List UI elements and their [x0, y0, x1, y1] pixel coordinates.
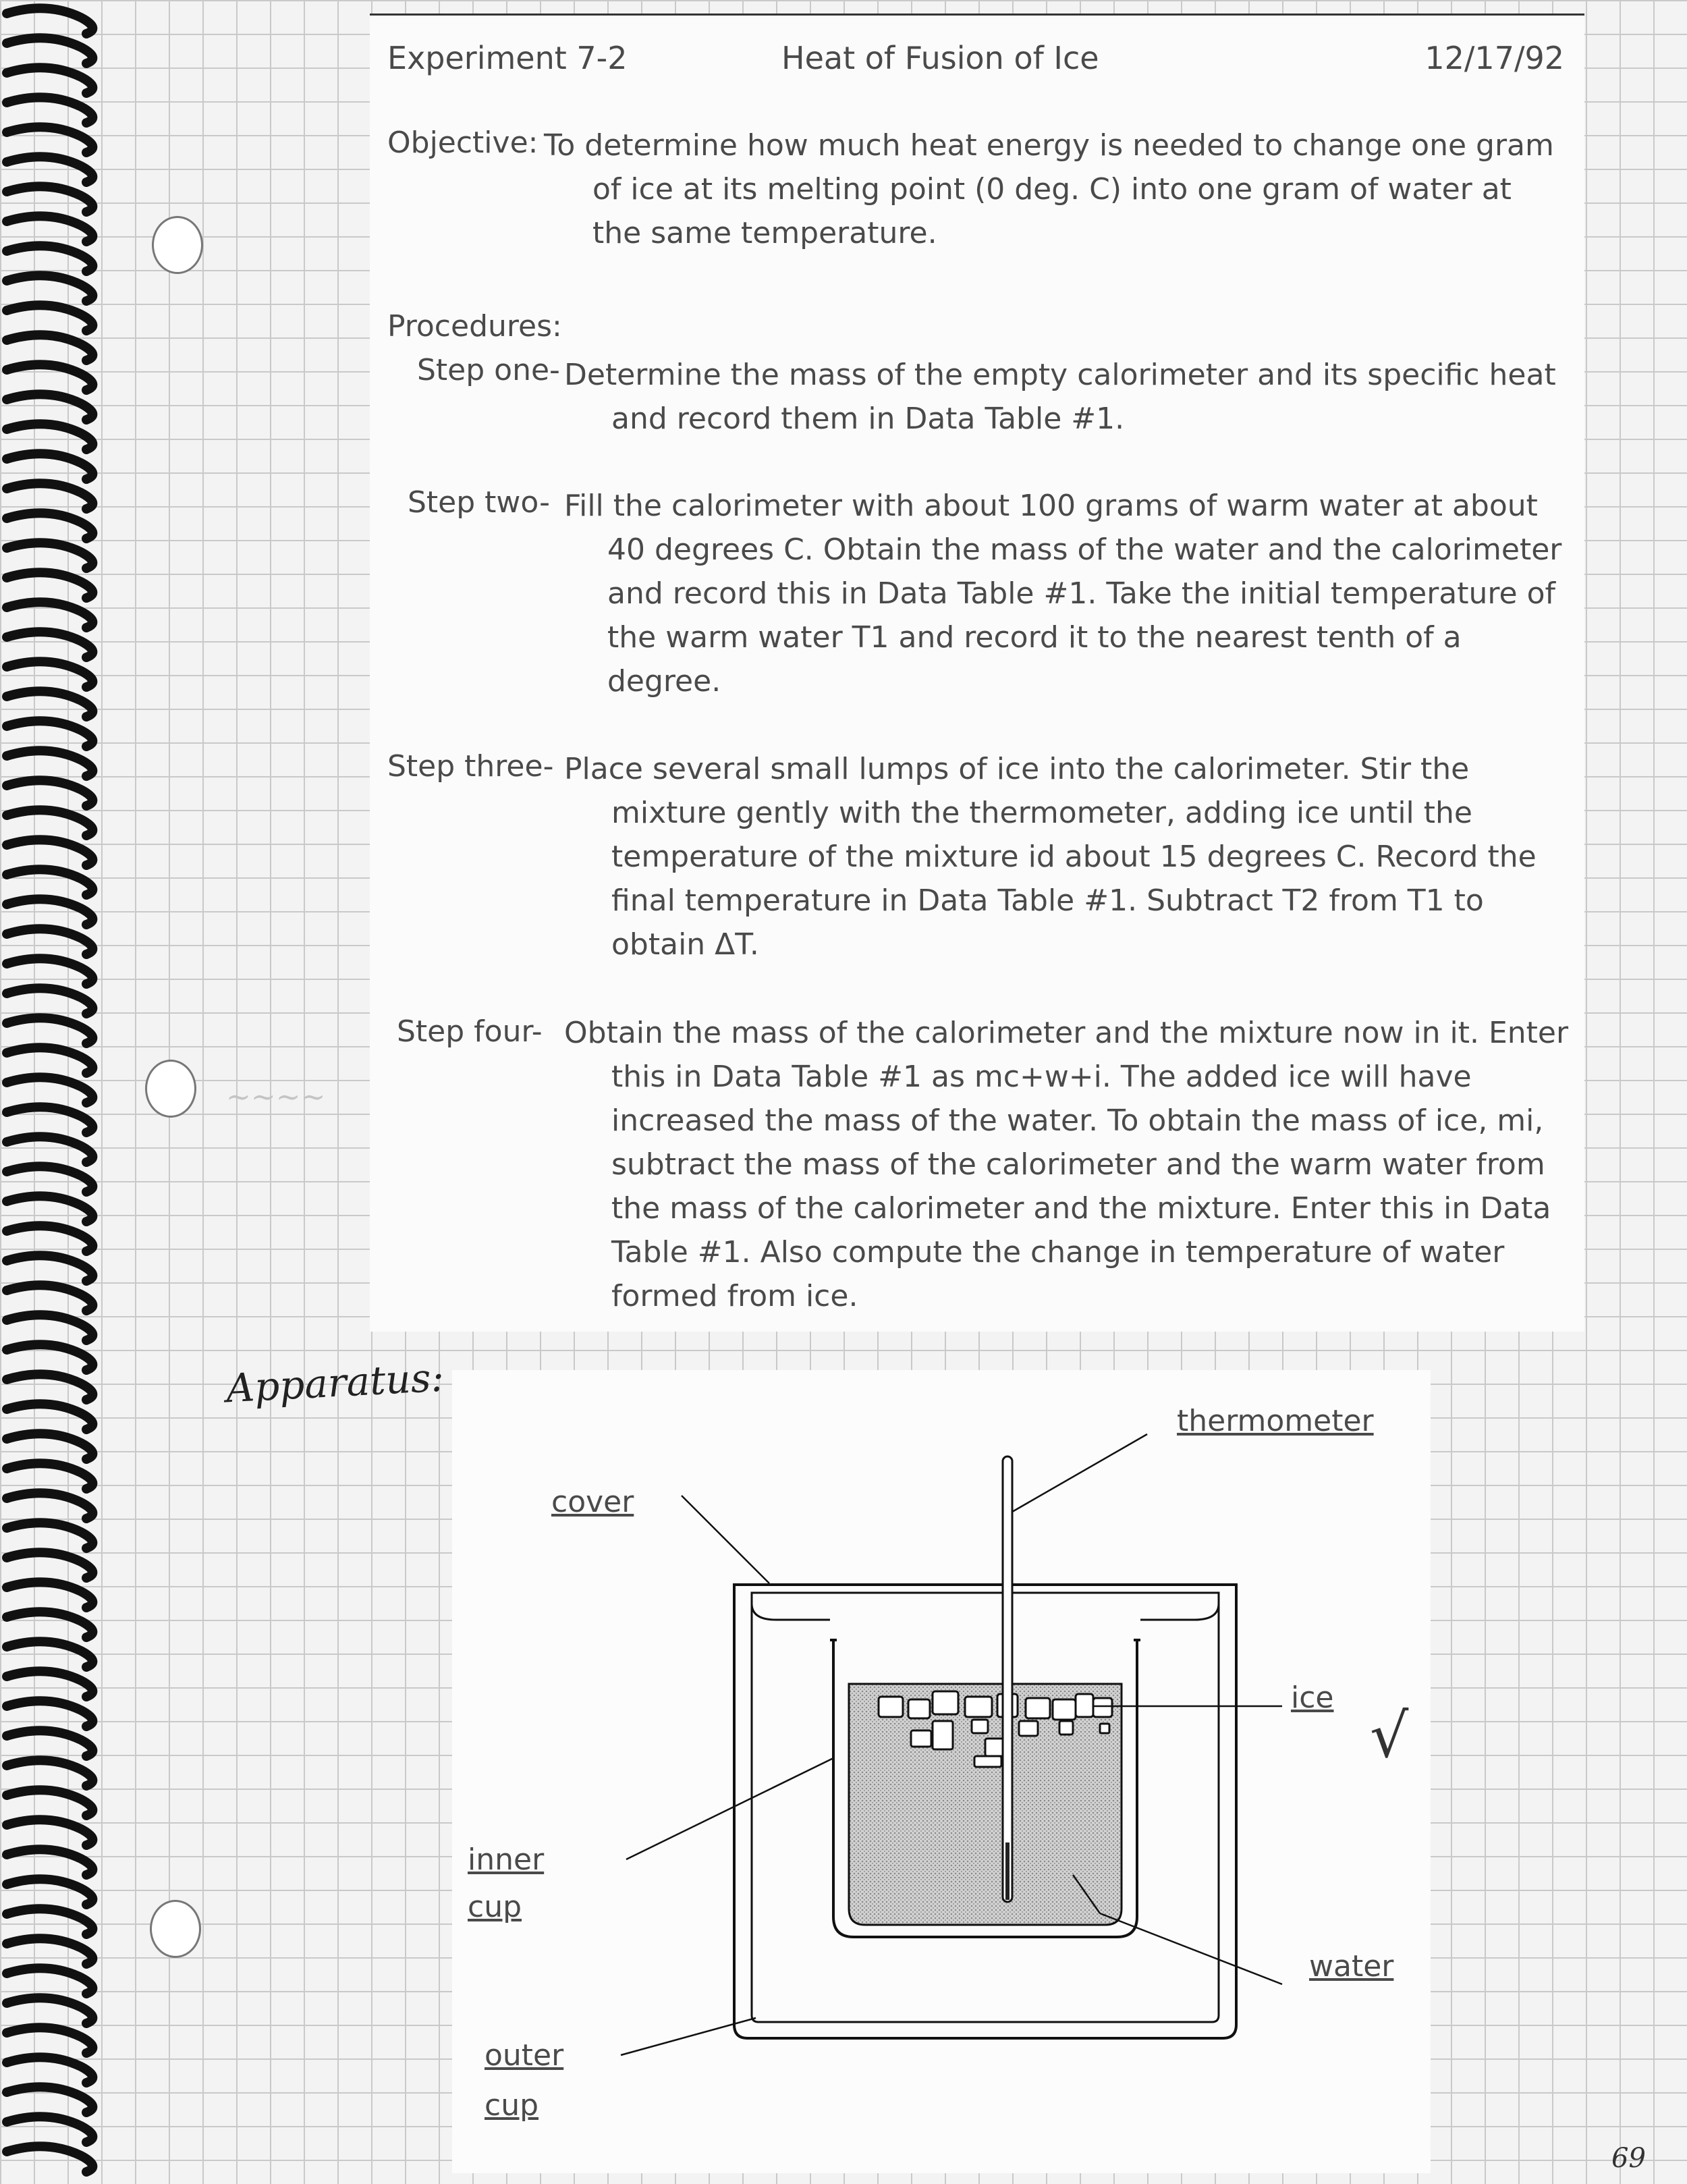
spiral-coil	[7, 1047, 92, 1073]
spiral-coil	[7, 1641, 92, 1667]
spiral-coil	[7, 958, 92, 984]
spiral-coil	[7, 127, 92, 153]
spiral-coil	[7, 1820, 92, 1845]
spiral-coil	[7, 1315, 92, 1340]
spiral-coils	[0, 0, 135, 2181]
experiment-number: Experiment 7-2	[387, 40, 628, 76]
spiral-coil	[7, 364, 92, 390]
spiral-coil	[7, 1671, 92, 1697]
check-mark: √	[1370, 1701, 1409, 1772]
outer-cup-label-line2: cup	[485, 2088, 539, 2123]
step-three-text: Place several small lumps of ice into the calorimeter. Stir the mixture gently with the thermometer, adding ice until the temperature of the mixture id about 15 degrees C. Record the final temperature in Data Table #1. Subtract T2 from T1 to obtain ΔT.	[564, 752, 1537, 962]
spiral-coil	[7, 810, 92, 836]
spiral-coil	[7, 216, 92, 242]
spiral-coil	[7, 1968, 92, 1994]
spiral-coil	[7, 899, 92, 925]
objective-text: To determine how much heat energy is needed to change one gram of ice at its melting point (0 deg. C) into one gram of water at the same temperature.	[544, 128, 1554, 250]
spiral-coil	[7, 157, 92, 182]
bleed-through-marks: ~~~~	[226, 1080, 326, 1114]
spiral-coil	[7, 1344, 92, 1370]
spiral-coil	[7, 2117, 92, 2142]
spiral-coil	[7, 1226, 92, 1251]
spiral-coil	[7, 305, 92, 331]
step-two-text: Fill the calorimeter with about 100 grams of warm water at about 40 degrees C. Obtain the mass of the water and the calorimeter and record this in Data Table #1. Take the initial temperature of the warm water T1 and record it to the nearest tenth of a degree.	[564, 489, 1562, 699]
spiral-coil	[7, 661, 92, 687]
spiral-coil	[7, 840, 92, 865]
spiral-coil	[7, 1493, 92, 1519]
spiral-coil	[7, 1166, 92, 1192]
spiral-coil	[7, 1463, 92, 1489]
spiral-coil	[7, 8, 92, 34]
spiral-coil	[7, 929, 92, 954]
spiral-coil	[7, 1730, 92, 1756]
spiral-coil	[7, 2057, 92, 2083]
spiral-coil	[7, 1077, 92, 1103]
spiral-coil	[7, 1909, 92, 1934]
spiral-coil	[7, 483, 92, 509]
cover-label: cover	[551, 1485, 634, 1519]
inner-cup-label-line1: inner	[468, 1842, 545, 1877]
step-four-label: Step four-	[397, 1014, 543, 1049]
thermometer-bulb	[1005, 1842, 1010, 1900]
step-four-text: Obtain the mass of the calorimeter and the mixture now in it. Enter this in Data Table #1 as mc+w+i. The added ice will have increased the mass of the water. To obtain the mass of ice, mi, subtract the mass of the calorimeter and the warm water from the mass of the calorimeter and the mixture. Enter this in Data Table #1. Also compute the change in temperature of water formed from ice.	[564, 1016, 1569, 1313]
water-label: water	[1309, 1949, 1394, 1984]
step-one-label: Step one-	[417, 353, 560, 387]
spiral-coil	[7, 424, 92, 449]
spiral-coil	[7, 1374, 92, 1400]
spiral-coil	[7, 602, 92, 628]
spiral-coil	[7, 1107, 92, 1132]
spiral-coil	[7, 632, 92, 657]
binder-hole	[152, 216, 203, 274]
spiral-coil	[7, 780, 92, 806]
cover-right-flange	[1140, 1604, 1219, 1620]
spiral-coil	[7, 572, 92, 598]
spiral-coil	[7, 97, 92, 123]
cover	[734, 1585, 1236, 1604]
spiral-coil	[7, 394, 92, 420]
experiment-date: 12/17/92	[1425, 40, 1564, 76]
spiral-coil	[7, 2146, 92, 2172]
objective-label: Objective:	[387, 126, 538, 160]
step-one-text: Determine the mass of the empty calorimeter and its specific heat and record them in Data Table #1.	[564, 358, 1556, 436]
ice-label: ice	[1291, 1681, 1334, 1715]
step-three-label: Step three-	[387, 749, 554, 784]
apparatus-heading: Apparatus:	[225, 1354, 445, 1412]
cover-lip	[752, 1593, 1219, 1604]
spiral-coil	[7, 1701, 92, 1726]
spiral-coil	[7, 38, 92, 63]
thermometer-label: thermometer	[1177, 1404, 1374, 1438]
spiral-coil	[7, 2027, 92, 2053]
spiral-coil	[7, 1018, 92, 1043]
spiral-coil	[7, 2087, 92, 2112]
spiral-coil	[7, 1285, 92, 1311]
spiral-coil	[7, 1582, 92, 1608]
spiral-coil	[7, 513, 92, 539]
procedures-label: Procedures:	[387, 309, 562, 344]
spiral-coil	[7, 1790, 92, 1816]
spiral-coil	[7, 721, 92, 746]
spiral-coil	[7, 1137, 92, 1162]
spiral-coil	[7, 1552, 92, 1578]
spiral-coil	[7, 1612, 92, 1637]
spiral-coil	[7, 543, 92, 568]
thermometer	[1003, 1456, 1012, 1902]
spiral-coil	[7, 691, 92, 717]
experiment-title: Heat of Fusion of Ice	[781, 40, 1099, 76]
spiral-coil	[7, 1938, 92, 1964]
spiral-coil	[7, 1196, 92, 1222]
binder-hole	[150, 1900, 201, 1958]
spiral-coil	[7, 335, 92, 360]
spiral-coil	[7, 988, 92, 1014]
sheet-header	[387, 40, 1564, 80]
outer-cup-label-line1: outer	[485, 2038, 564, 2073]
spiral-coil	[7, 1255, 92, 1281]
spiral-coil	[7, 275, 92, 301]
spiral-coil	[7, 67, 92, 93]
step-two-label: Step two-	[408, 485, 551, 520]
spiral-coil	[7, 750, 92, 776]
spiral-coil	[7, 1879, 92, 1905]
apparatus-diagram-card	[452, 1370, 1431, 2173]
spiral-coil	[7, 1434, 92, 1459]
spiral-coil	[7, 869, 92, 895]
spiral-coil	[7, 454, 92, 479]
spiral-coil	[7, 1849, 92, 1875]
spiral-coil	[7, 1523, 92, 1548]
typed-sheet	[370, 13, 1584, 1332]
spiral-coil	[7, 186, 92, 212]
page-number: 69	[1611, 2143, 1646, 2174]
cover-left-flange	[752, 1604, 830, 1620]
spiral-binding	[0, 0, 135, 2181]
binder-hole	[145, 1060, 196, 1118]
spiral-coil	[7, 1404, 92, 1429]
spiral-coil	[7, 1760, 92, 1786]
spiral-coil	[7, 246, 92, 271]
spiral-coil	[7, 1998, 92, 2023]
inner-cup-label-line2: cup	[468, 1890, 522, 1924]
